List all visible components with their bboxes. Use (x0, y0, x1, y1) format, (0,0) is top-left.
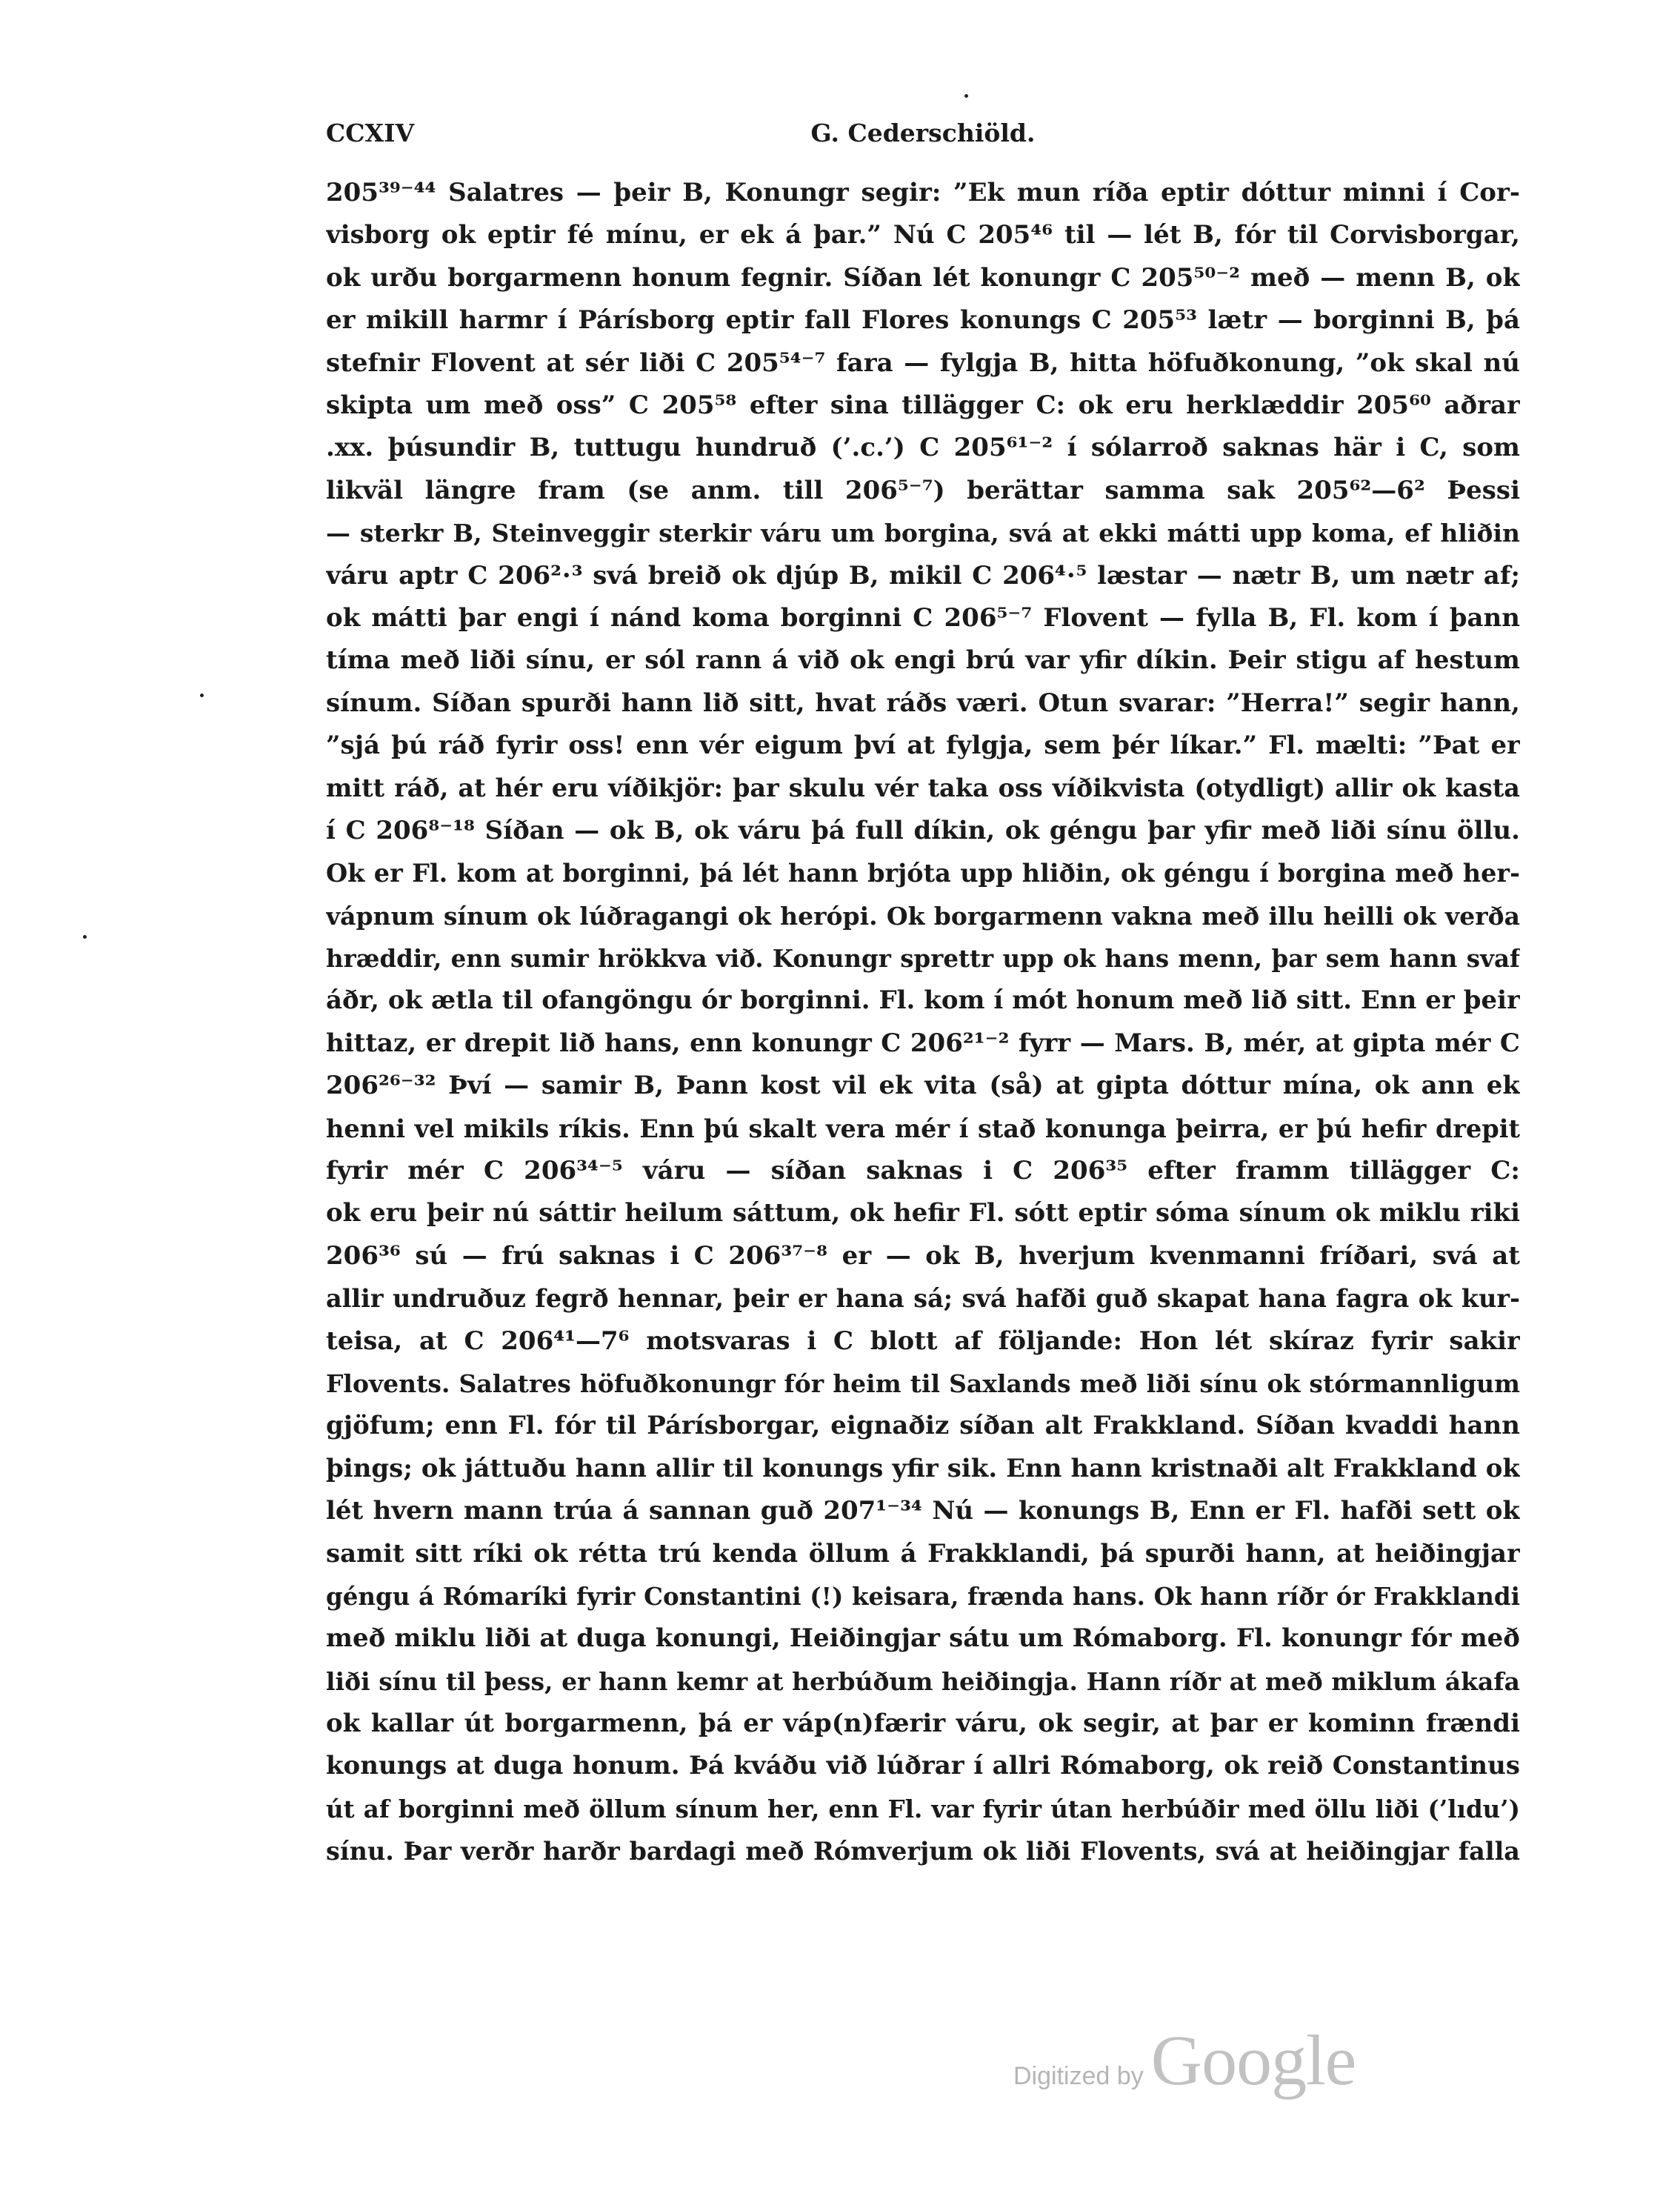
text-line: 206²⁶⁻³² Því — samir B, Þann kost vil ek vita (så) at gipta dóttur mína, ok ann ek (326, 1071, 1520, 1101)
text-line: sínu. Þar verðr harðr bardagi með Rómverjum ok liði Flovents, svá at heiðingjar falla (326, 1837, 1520, 1866)
text-line: áðr, ok ætla til ofangöngu ór borginni. Fl. kom í mót honum með lið sitt. Enn er þeir (326, 985, 1520, 1016)
watermark-prefix: Digitized by (1013, 2062, 1144, 2090)
running-header (326, 119, 1520, 156)
text-line: tíma með liði sínu, er sól rann á við ok engi brú var yfir díkin. Þeir stigu af hestum (326, 645, 1520, 676)
text-line: skipta um með oss” C 205⁵⁸ efter sina tillägger C: ok eru herklæddir 205⁶⁰ aðrar (326, 390, 1520, 420)
text-line: allir undruðuz fegrð hennar, þeir er hana sá; svá hafði guð skapat hana fagra ok kur- (326, 1284, 1520, 1314)
text-line: henni vel mikils ríkis. Enn þú skalt vera mér í stað konunga þeirra, er þú hefir drepit (326, 1114, 1520, 1143)
text-line: Ok er Fl. kom at borginni, þá lét hann brjóta upp hliðin, ok géngu í borgina með her- (326, 859, 1520, 888)
text-line: liði sínu til þess, er hann kemr at herbúðum heiðingja. Hann ríðr at með miklum ákafa (326, 1666, 1520, 1696)
text-line: hittaz, er drepit lið hans, enn konungr C 206²¹⁻² fyrr — Mars. B, mér, at gipta mér C (326, 1028, 1520, 1058)
text-line: samit sitt ríki ok rétta trú kenda öllum á Frakklandi, þá spurði hann, at heiðingjar (326, 1538, 1520, 1569)
text-line: í C 206⁸⁻¹⁸ Síðan — ok B, ok váru þá full díkin, ok géngu þar yfir með liði sínu öllu. (326, 815, 1520, 845)
text-line: váru aptr C 206²⋅³ svá breið ok djúp B, mikil C 206⁴⋅⁵ læstar — nætr B, um nætr af; (326, 560, 1520, 591)
body-text (326, 172, 1520, 1873)
text-line: hræddir, enn sumir hrökkva við. Konungr sprettr upp ok hans menn, þar sem hann svaf (326, 944, 1520, 974)
text-line: stefnir Flovent at sér liði C 205⁵⁴⁻⁷ fara — fylgja B, hitta höfuðkonung, ”ok skal nú (326, 347, 1520, 378)
text-line: þings; ok játtuðu hann allir til konungs yfir sik. Enn hann kristnaði alt Frakkland ok (326, 1453, 1520, 1483)
text-line: sínum. Síðan spurði hann lið sitt, hvat ráðs væri. Otun svarar: ”Herra!” segir hann, (326, 688, 1520, 718)
scan-speck (200, 694, 204, 697)
text-line: með miklu liði at duga konungi, Heiðingjar sátu um Rómaborg. Fl. konungr fór með (326, 1623, 1520, 1654)
running-title: G. Cederschiöld. (810, 119, 1036, 147)
page-number: CCXIV (326, 119, 415, 147)
text-line: .xx. þúsundir B, tuttugu hundruð (’.c.’) C 205⁶¹⁻² í sólarroð saknas här i C, som (326, 433, 1520, 463)
text-line: út af borginni með öllum sínum her, enn Fl. var fyrir útan herbúðir med öllu liði (’lıdu’) (326, 1794, 1520, 1823)
text-line: mitt ráð, at hér eru víðikjör: þar skulu vér taka oss víðikvista (otydligt) allir ok kasta (326, 774, 1520, 803)
text-line: 205³⁹⁻⁴⁴ Salatres — þeir B, Konungr segir: ”Ek mun ríða eptir dóttur minni í Cor- (326, 178, 1520, 207)
text-line: er mikill harmr í Párísborg eptir fall Flores konungs C 205⁵³ lætr — borginni B, þá (326, 305, 1520, 336)
text-line: ok mátti þar engi í nánd koma borginni C 206⁵⁻⁷ Flovent — fylla B, Fl. kom í þann (326, 602, 1520, 633)
text-line: 206³⁶ sú — frú saknas i C 206³⁷⁻⁸ er — ok B, hverjum kvenmanni fríðari, svá at (326, 1240, 1520, 1271)
text-line: likväl längre fram (se anm. till 206⁵⁻⁷) berättar samma sak 205⁶²—6² Þessi (326, 475, 1520, 505)
google-logo: Google (1150, 2021, 1356, 2100)
text-line: visborg ok eptir fé mínu, er ek á þar.” Nú C 205⁴⁶ til — lét B, fór til Corvisborgar, (326, 220, 1520, 250)
text-line: Flovents. Salatres höfuðkonungr fór heim til Saxlands með liði sínu ok stórmannligum (326, 1368, 1520, 1398)
text-line: ”sjá þú ráð fyrir oss! enn vér eigum því at fylgja, sem þér líkar.” Fl. mælti: ”Þat er (326, 731, 1520, 761)
text-line: ok urðu borgarmenn honum fegnir. Síðan lét konungr C 205⁵⁰⁻² með — menn B, ok (326, 262, 1520, 293)
scan-speck (964, 94, 968, 98)
text-line: konungs at duga honum. Þá kváðu við lúðrar í allri Rómaborg, ok reið Constantinus (326, 1751, 1520, 1781)
text-line: teisa, at C 206⁴¹—7⁶ motsvaras i C blott af följande: Hon lét skíraz fyrir sakir (326, 1326, 1520, 1356)
text-line: lét hvern mann trúa á sannan guð 207¹⁻³⁴ Nú — konungs B, Enn er Fl. hafði sett ok (326, 1496, 1520, 1526)
text-line: ok eru þeir nú sáttir heilum sáttum, ok hefir Fl. sótt eptir sóma sínum ok miklu riki (326, 1198, 1520, 1228)
text-line: gjöfum; enn Fl. fór til Párísborgar, eignaðiz síðan alt Frakkland. Síðan kvaddi hann (326, 1411, 1520, 1441)
text-line: — sterkr B, Steinveggir sterkir váru um borgina, svá at ekki mátti upp koma, ef hliðin (326, 519, 1520, 548)
text-line: fyrir mér C 206³⁴⁻⁵ váru — síðan saknas i C 206³⁵ efter framm tillägger C: (326, 1155, 1520, 1185)
text-line: géngu á Rómaríki fyrir Constantini (!) keisara, frænda hans. Ok hann ríðr ór Frakklandi (326, 1581, 1520, 1611)
digitized-by-watermark (1013, 2019, 1356, 2101)
scan-speck (83, 935, 87, 939)
text-line: vápnum sínum ok lúðragangi ok herópi. Ok borgarmenn vakna með illu heilli ok verða (326, 901, 1520, 931)
text-line: ok kallar út borgarmenn, þá er váp(n)færir váru, ok segir, at þar er kominn frændi (326, 1709, 1520, 1739)
